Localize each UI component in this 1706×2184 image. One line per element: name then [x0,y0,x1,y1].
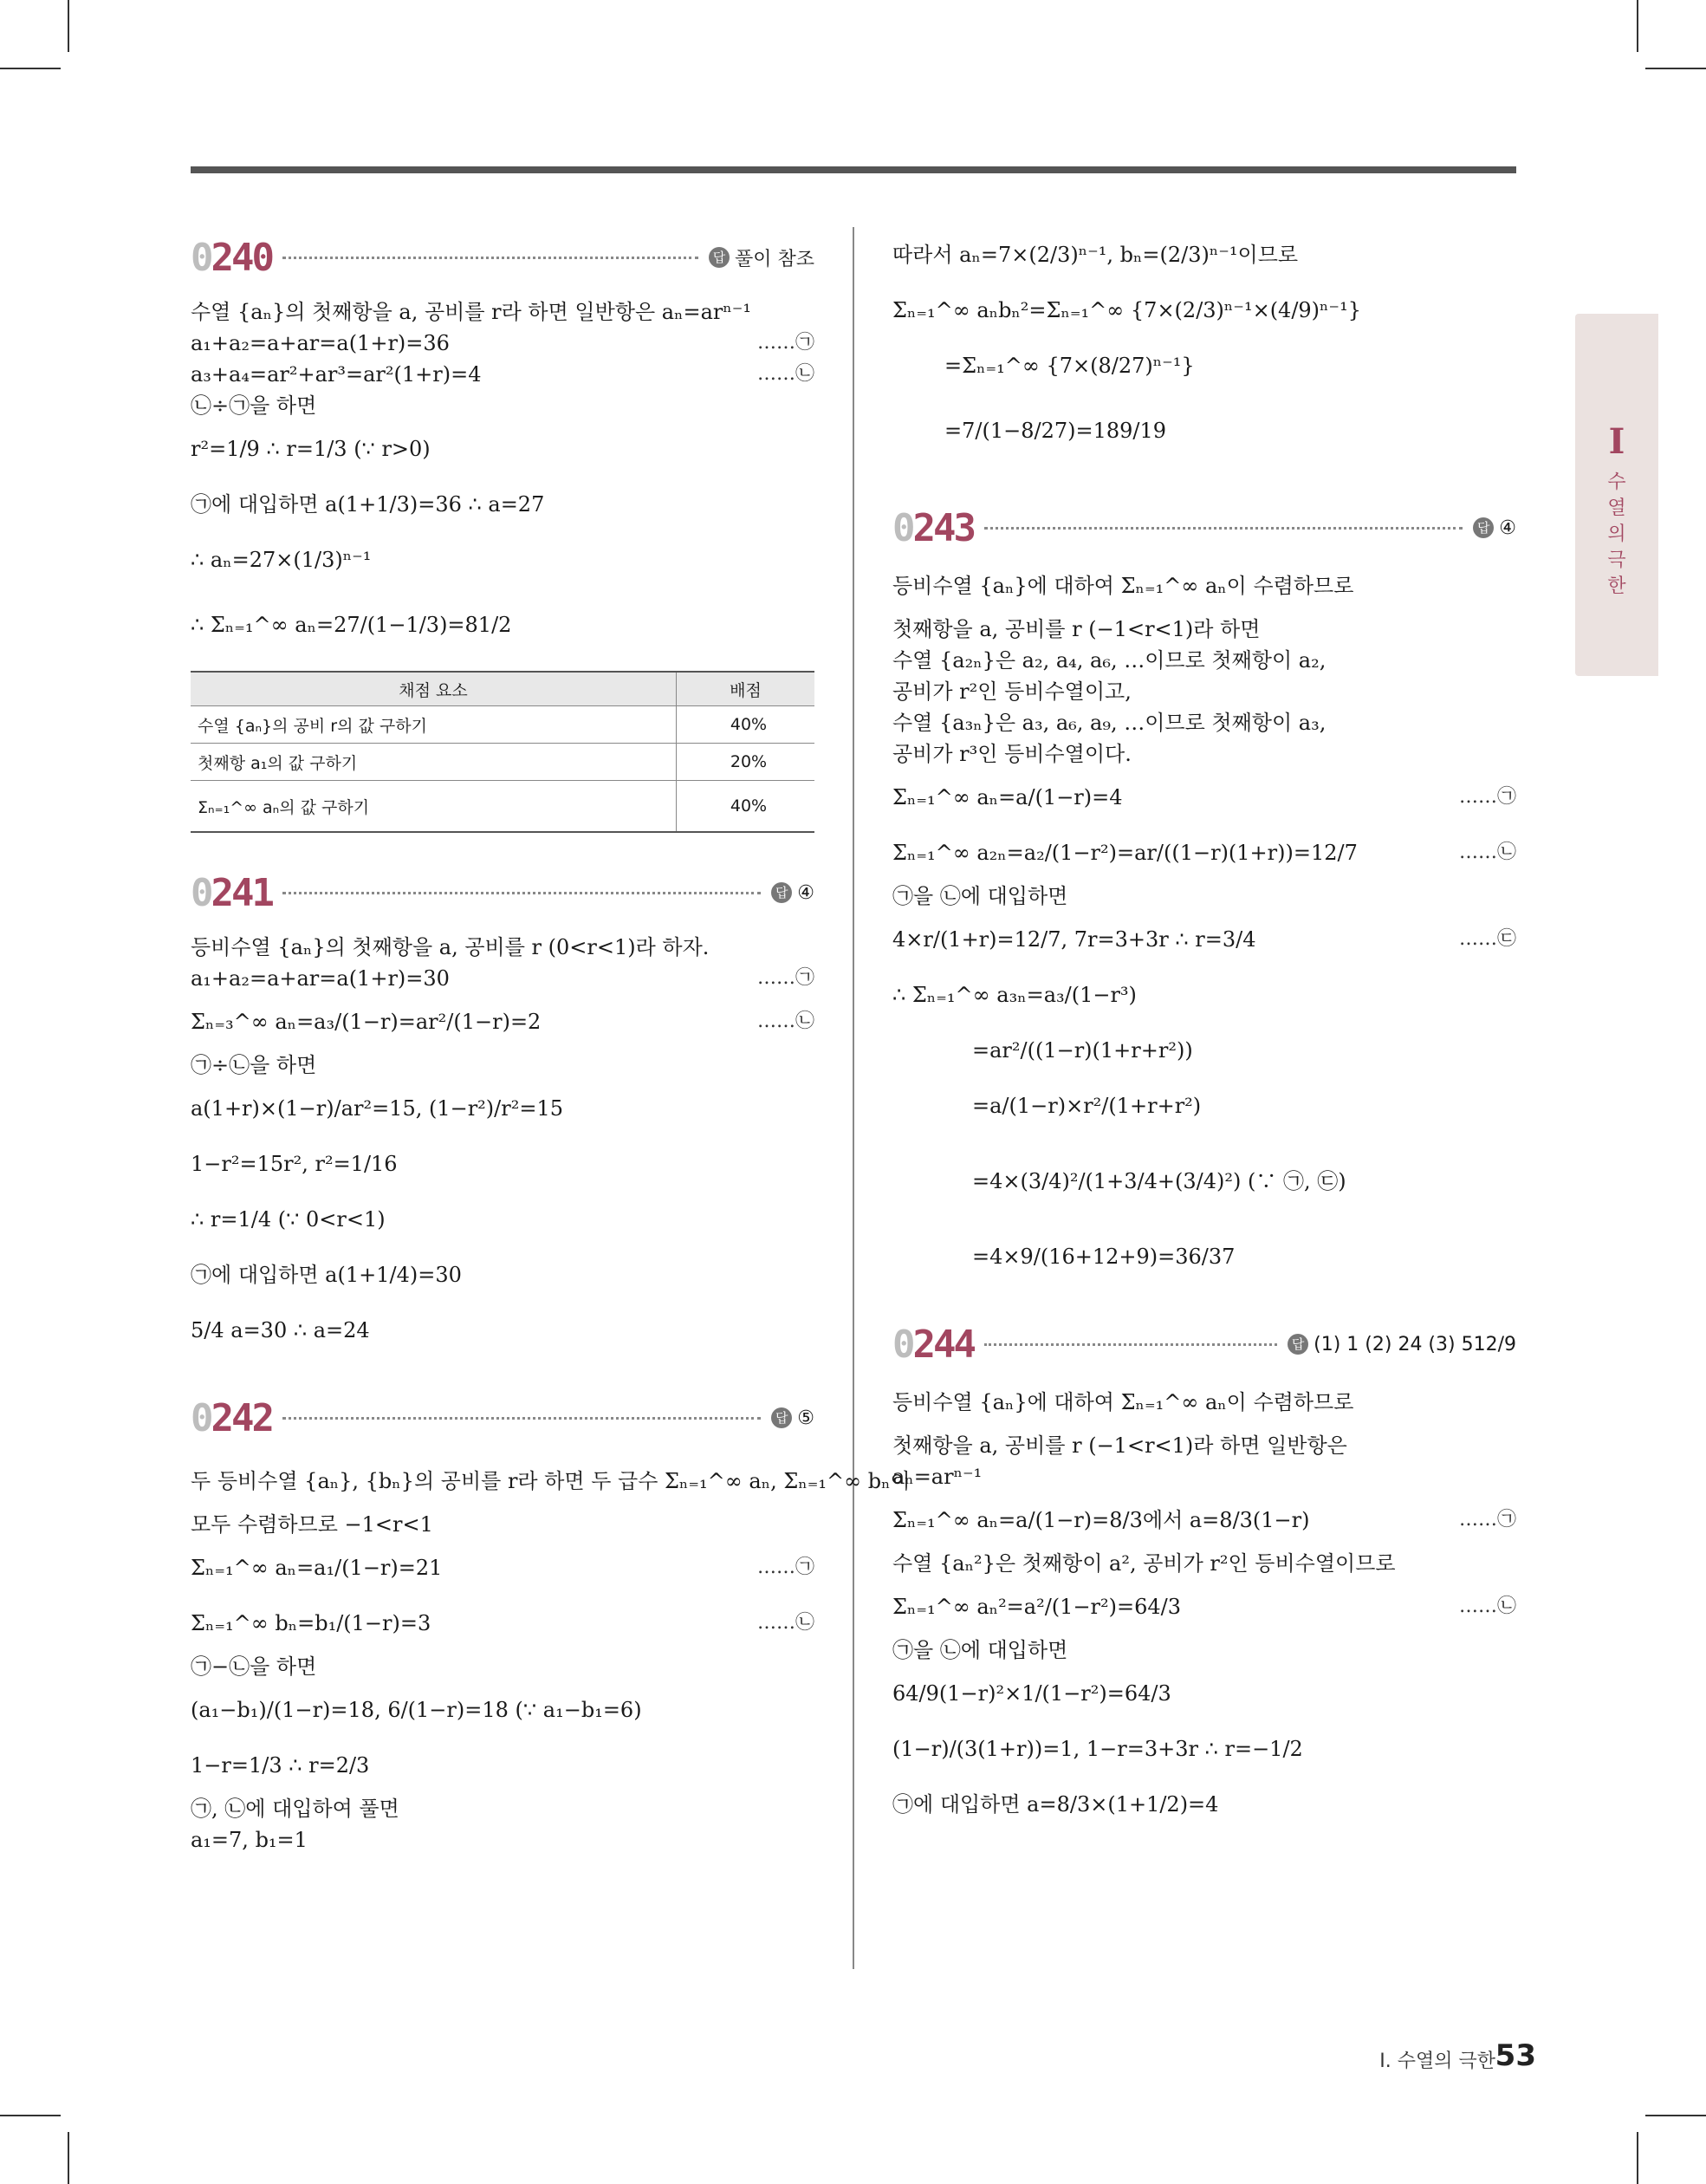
footer-chapter-title: Ⅰ. 수열의 극한 [1379,2051,1495,2072]
solution-line: 수열 {a₃ₙ}은 a₃, a₆, a₉, …이므로 첫째항이 a₃, [892,711,1327,735]
problem-header-0241 [191,862,814,923]
solution-line: Σₙ₌₁^∞ a₂ₙ=a₂/(1−r²)=ar/((1−r)(1+r))=12/7 ……㉡ [892,841,1516,865]
left-column [191,227,911,1856]
column-divider [853,227,854,1969]
solution-line: =7/(1−8/27)=189/19 [944,419,1167,443]
solution-line: Σₙ₌₁^∞ aₙ=a/(1−r)=4 ……㉠ [892,785,1516,809]
table-row [191,706,814,744]
answer-icon: 답 [1473,517,1494,538]
solution-line: =4×(3/4)²/(1+3/4+(3/4)²) (∵ ㉠, ㉢) [972,1169,1346,1193]
solution-line: 5/4 a=30 ∴ a=24 [191,1318,370,1342]
answer-label: 답 (1) 1 (2) 24 (3) 512/9 [1288,1334,1516,1355]
dotted-leader [282,257,698,259]
solution-line: 등비수열 {aₙ}에 대하여 Σₙ₌₁^∞ aₙ이 수렴하므로 [892,574,1354,598]
answer-icon: 답 [771,1407,792,1428]
solution-line: a₁+a₂=a+ar=a(1+r)=30 ……㉠ [191,966,814,991]
solution-line: ㉠을 ㉡에 대입하면 [892,1638,1068,1662]
solution-line: 1−r=1/3 ∴ r=2/3 [191,1753,370,1778]
solution-line: aₙ=arⁿ⁻¹ [892,1465,983,1489]
answer-icon: 답 [771,882,792,903]
crop-mark [1637,2132,1638,2184]
solution-line: ㉠÷㉡을 하면 [191,1053,317,1077]
table-header: 채점 요소 [191,672,677,706]
solution-line: (1−r)/(3(1+r))=1, 1−r=3+3r ∴ r=−1/2 [892,1737,1303,1761]
solution-line: 수열 {a₂ₙ}은 a₂, a₄, a₆, …이므로 첫째항이 a₂, [892,648,1327,673]
solution-line: (a₁−b₁)/(1−r)=18, 6/(1−r)=18 (∵ a₁−b₁=6) [191,1698,642,1722]
solution-line: 1−r²=15r², r²=1/16 [191,1152,398,1176]
crop-mark [0,68,61,69]
solution-line: 수열 {aₙ²}은 첫째항이 a², 공비가 r²인 등비수열이므로 [892,1551,1396,1576]
table-header-row [191,672,814,706]
solution-line: Σₙ₌₁^∞ aₙ=a/(1−r)=8/3에서 a=8/3(1−r) ……㉠ [892,1508,1516,1532]
solution-line: 64/9(1−r)²×1/(1−r²)=64/3 [892,1681,1171,1706]
problem-number: 0240 [191,235,272,280]
dotted-leader [984,1343,1277,1346]
crop-mark [1637,0,1638,52]
table-cell: 수열 {aₙ}의 공비 r의 값 구하기 [191,706,677,744]
problem-number: 0244 [892,1322,974,1367]
solution-line: r²=1/9 ∴ r=1/3 (∵ r>0) [191,437,431,461]
solution-line: ∴ Σₙ₌₁^∞ aₙ=27/(1−1/3)=81/2 [191,613,512,637]
dotted-leader [282,892,761,894]
solution-line: Σₙ₌₁^∞ bₙ=b₁/(1−r)=3 ……㉡ [191,1611,814,1635]
chapter-title: 수열의 극한 [1607,471,1626,597]
solution-line: 공비가 r³인 등비수열이다. [892,742,1132,766]
solution-line: ㉠에 대입하면 a=8/3×(1+1/2)=4 [892,1792,1219,1817]
page-number: 53 [1495,2038,1536,2073]
right-column [892,227,1516,1832]
crop-mark [1645,2115,1706,2116]
solution-line: 첫째항을 a, 공비를 r (−1<r<1)라 하면 [892,617,1261,641]
chapter-numeral: I [1608,421,1625,462]
answer-label: 답 ④ [1473,517,1516,539]
solution-line: ㉠을 ㉡에 대입하면 [892,884,1068,908]
problem-number: 0241 [191,870,272,915]
solution-line: 두 등비수열 {aₙ}, {bₙ}의 공비를 r라 하면 두 급수 Σₙ₌₁^∞ aₙ, Σₙ₌₁^∞ bₙ이 [191,1469,911,1493]
table-header: 배점 [677,672,815,706]
problem-header-0242 [191,1388,814,1448]
solution-line: ∴ r=1/4 (∵ 0<r<1) [191,1207,386,1232]
problem-header-0240 [191,227,814,288]
solution-line: ㉠에 대입하면 a(1+1/4)=30 [191,1263,462,1287]
dotted-leader [984,527,1463,530]
solution-line: a(1+r)×(1−r)/ar²=15, (1−r²)/r²=15 [191,1096,563,1121]
solution-line: =a/(1−r)×r²/(1+r+r²) [972,1094,1202,1118]
solution-line: ∴ aₙ=27×(1/3)ⁿ⁻¹ [191,548,372,572]
solution-line: Σₙ₌₃^∞ aₙ=a₃/(1−r)=ar²/(1−r)=2 ……㉡ [191,1010,814,1034]
solution-line: =4×9/(16+12+9)=36/37 [972,1245,1236,1269]
chapter-side-tab [1575,314,1658,676]
answer-label: 답 ④ [771,882,814,904]
solution-line: ∴ Σₙ₌₁^∞ a₃ₙ=a₃/(1−r³) [892,983,1137,1007]
crop-mark [1645,68,1706,69]
answer-icon: 답 [1288,1334,1308,1355]
table-cell: 20% [677,744,815,781]
solution-line: 모두 수렴하므로 −1<r<1 [191,1512,433,1537]
solution-line: 등비수열 {aₙ}에 대하여 Σₙ₌₁^∞ aₙ이 수렴하므로 [892,1390,1354,1414]
table-cell: 40% [677,706,815,744]
solution-line: 따라서 aₙ=7×(2/3)ⁿ⁻¹, bₙ=(2/3)ⁿ⁻¹이므로 [892,243,1299,267]
solution-line: ㉠에 대입하면 a(1+1/3)=36 ∴ a=27 [191,492,545,517]
crop-mark [0,2115,61,2116]
table-cell: 첫째항 a₁의 값 구하기 [191,744,677,781]
table-row [191,781,814,833]
table-cell: 40% [677,781,815,833]
solution-line: a₁+a₂=a+ar=a(1+r)=36 ……㉠ [191,331,814,355]
solution-line: a₁=7, b₁=1 [191,1828,308,1852]
solution-line: 수열 {aₙ}의 첫째항을 a, 공비를 r라 하면 일반항은 aₙ=arⁿ⁻¹ [191,300,752,324]
scoring-table [191,671,814,833]
solution-line: 첫째항을 a, 공비를 r (−1<r<1)라 하면 일반항은 [892,1433,1347,1458]
problem-number: 0242 [191,1395,272,1440]
problem-header-0244 [892,1314,1516,1375]
crop-mark [68,0,69,52]
answer-label: 답 풀이 참조 [709,244,814,271]
answer-icon: 답 [709,247,730,268]
solution-line: Σₙ₌₁^∞ aₙ²=a²/(1−r²)=64/3 ……㉡ [892,1595,1516,1619]
solution-line: Σₙ₌₁^∞ aₙbₙ²=Σₙ₌₁^∞ {7×(2/3)ⁿ⁻¹×(4/9)ⁿ⁻¹} [892,298,1361,322]
solution-line: a₃+a₄=ar²+ar³=ar²(1+r)=4 ……㉡ [191,362,814,387]
solution-line: Σₙ₌₁^∞ aₙ=a₁/(1−r)=21 ……㉠ [191,1556,814,1580]
problem-number: 0243 [892,505,974,550]
top-rule [191,166,1516,173]
solution-line: =ar²/((1−r)(1+r+r²)) [972,1038,1193,1063]
solution-line: ㉠−㉡을 하면 [191,1654,317,1679]
crop-mark [68,2132,69,2184]
table-cell: Σₙ₌₁^∞ aₙ의 값 구하기 [191,781,677,833]
solution-line: 공비가 r²인 등비수열이고, [892,679,1132,704]
solution-line: =Σₙ₌₁^∞ {7×(8/27)ⁿ⁻¹} [944,354,1195,378]
solution-line: ㉡÷㉠을 하면 [191,393,317,418]
solution-line: 등비수열 {aₙ}의 첫째항을 a, 공비를 r (0<r<1)라 하자. [191,935,710,959]
dotted-leader [282,1417,761,1420]
answer-label: 답 ⑤ [771,1407,814,1429]
solution-line: ㉠, ㉡에 대입하여 풀면 [191,1797,399,1821]
problem-header-0243 [892,497,1516,558]
solution-line: 4×r/(1+r)=12/7, 7r=3+3r ∴ r=3/4 ……㉢ [892,927,1516,952]
table-row [191,744,814,781]
